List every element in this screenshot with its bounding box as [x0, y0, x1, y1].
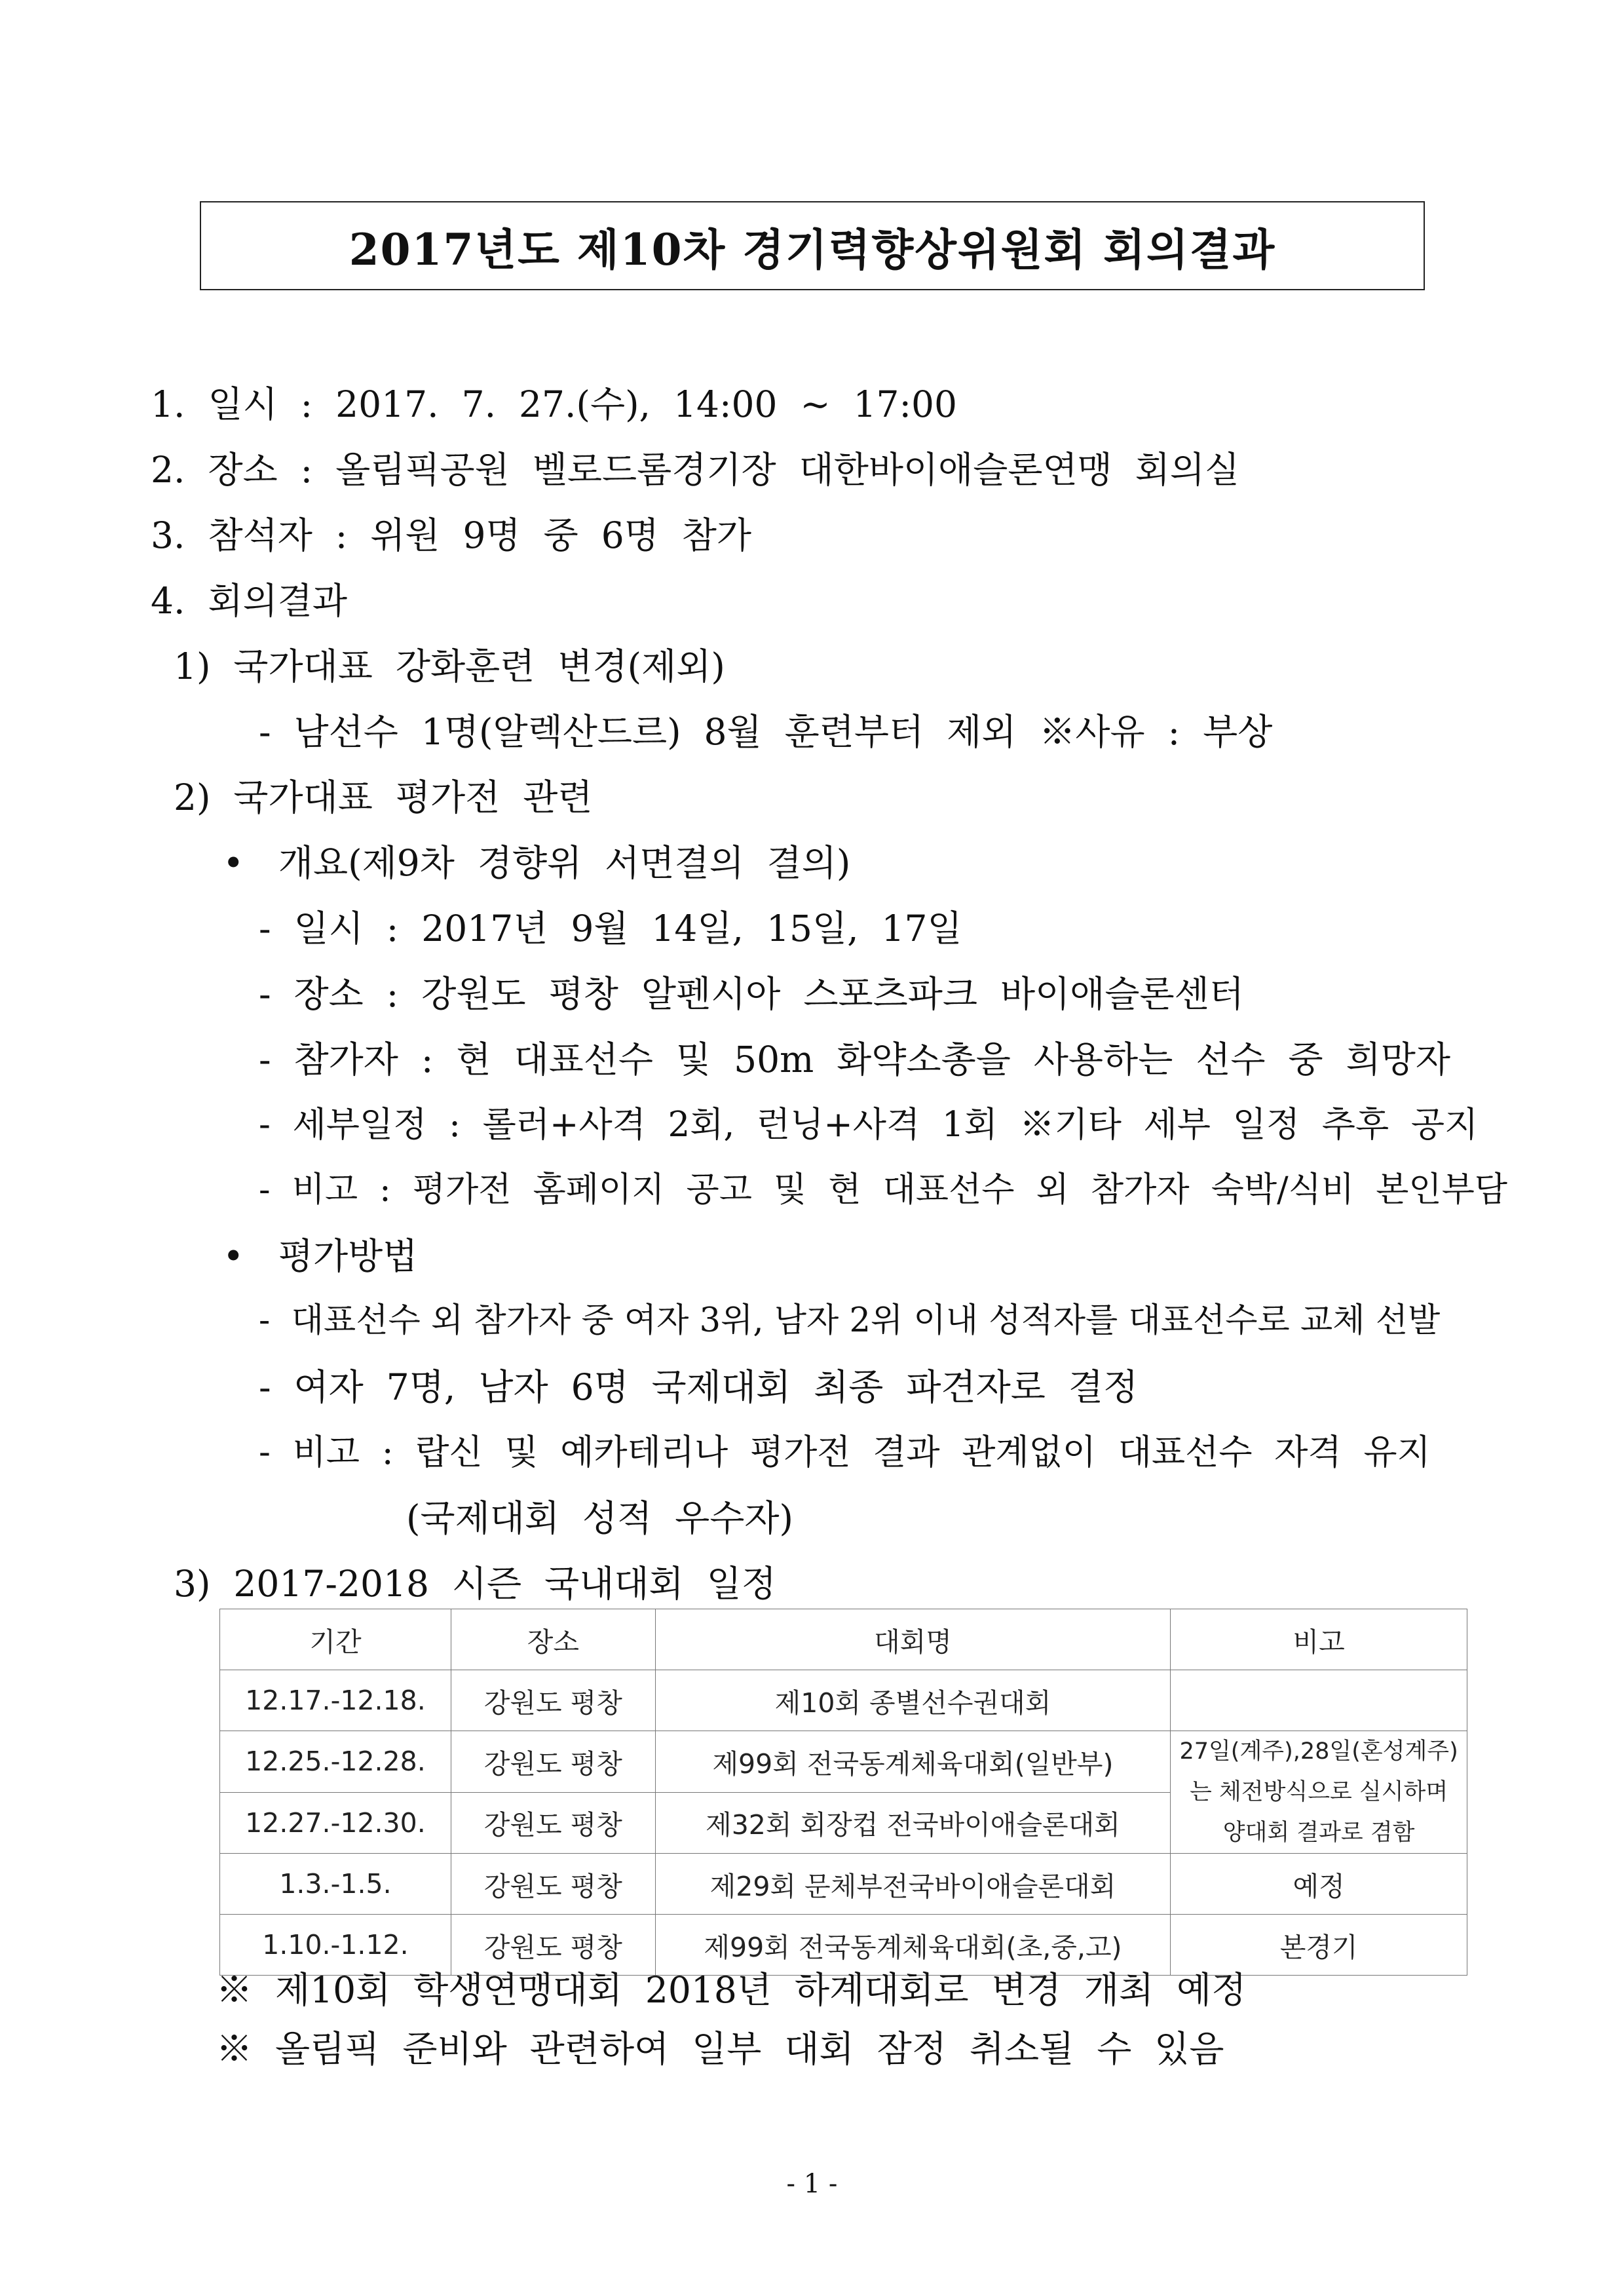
table-row [220, 1915, 1467, 1976]
sub-item-1: 1) 국가대표 강화훈련 변경(제외) [174, 645, 725, 687]
method-selection: - 대표선수 외 참가자 중 여자 3위, 남자 2위 이내 성적자를 대표선수로 교체 선발 [259, 1301, 1441, 1340]
cell-remark [1171, 1670, 1467, 1731]
header-place: 장소 [451, 1609, 655, 1670]
item-date: 1. 일시 : 2017. 7. 27.(수), 14:00 ~ 17:00 [151, 383, 958, 425]
cell-event: 제32회 회장컵 전국바이애슬론대회 [655, 1792, 1170, 1854]
title-box [200, 201, 1425, 290]
table-row [220, 1670, 1467, 1731]
cell-place: 강원도 평창 [451, 1792, 655, 1854]
table-row [220, 1731, 1467, 1793]
overview-place: - 장소 : 강원도 평창 알펜시아 스포츠파크 바이애슬론센터 [259, 973, 1244, 1015]
cell-merged-note [1171, 1731, 1467, 1854]
cell-place: 강원도 평창 [451, 1731, 655, 1793]
cell-period: 12.25.-12.28. [220, 1731, 451, 1793]
cell-place: 강원도 평창 [451, 1670, 655, 1731]
cell-place: 강원도 평창 [451, 1854, 655, 1915]
item-attendees: 3. 참석자 : 위원 9명 중 6명 참가 [151, 514, 752, 556]
footnote-1: ※ 제10회 학생연맹대회 2018년 하계대회로 변경 개최 예정 [216, 1969, 1247, 2011]
cell-remark: 예정 [1171, 1854, 1467, 1915]
header-period: 기간 [220, 1609, 451, 1670]
cell-place: 강원도 평창 [451, 1915, 655, 1976]
sub-item-3: 3) 2017-2018 시즌 국내대회 일정 [174, 1563, 776, 1605]
item-results: 4. 회의결과 [151, 580, 347, 622]
note-line: 는 체전방식으로 실시하며 [1190, 1779, 1448, 1805]
header-event: 대회명 [655, 1609, 1170, 1670]
bullet-overview: • 개요(제9차 경향위 서면결의 결의) [223, 842, 851, 884]
overview-remark: - 비고 : 평가전 홈페이지 공고 및 현 대표선수 외 참가자 숙박/식비 본인부담 [259, 1170, 1508, 1210]
sub-item-2: 2) 국가대표 평가전 관련 [174, 776, 593, 818]
overview-participants: - 참가자 : 현 대표선수 및 50m 화약소총을 사용하는 선수 중 희망자 [259, 1039, 1450, 1081]
cell-period: 1.10.-1.12. [220, 1915, 451, 1976]
method-remark-cont: (국제대회 성적 우수자) [406, 1497, 794, 1539]
cell-event: 제99회 전국동계체육대회(초,중,고) [655, 1915, 1170, 1976]
method-remark: - 비고 : 랍신 및 예카테리나 평가전 결과 관계없이 대표선수 자격 유지 [259, 1432, 1431, 1472]
page-title: 2017년도 제10차 경기력향상위원회 회의결과 [349, 223, 1276, 275]
overview-schedule: - 세부일정 : 롤러+사격 2회, 런닝+사격 1회 ※기타 세부 일정 추후 공지 [259, 1105, 1479, 1145]
footnote-2: ※ 올림픽 준비와 관련하여 일부 대회 잠정 취소될 수 있음 [216, 2028, 1224, 2070]
cell-period: 12.27.-12.30. [220, 1792, 451, 1854]
header-remark: 비고 [1171, 1609, 1467, 1670]
cell-event: 제99회 전국동계체육대회(일반부) [655, 1731, 1170, 1793]
item-place: 2. 장소 : 올림픽공원 벨로드롬경기장 대한바이애슬론연맹 회의실 [151, 449, 1240, 491]
overview-date: - 일시 : 2017년 9월 14일, 15일, 17일 [259, 908, 962, 949]
note-line: 27일(계주),28일(혼성계주) [1179, 1738, 1458, 1765]
cell-event: 제10회 종별선수권대회 [655, 1670, 1170, 1731]
schedule-table [219, 1609, 1467, 1976]
sub-item-1-detail: - 남선수 1명(알렉산드르) 8월 훈련부터 제외 ※사유 : 부상 [259, 711, 1273, 753]
table-row [220, 1854, 1467, 1915]
cell-remark: 본경기 [1171, 1915, 1467, 1976]
table-header-row [220, 1609, 1467, 1670]
method-final: - 여자 7명, 남자 6명 국제대회 최종 파견자로 결정 [259, 1366, 1139, 1408]
cell-period: 1.3.-1.5. [220, 1854, 451, 1915]
cell-event: 제29회 문체부전국바이애슬론대회 [655, 1854, 1170, 1915]
cell-period: 12.17.-12.18. [220, 1670, 451, 1731]
page-number: - 1 - [786, 2169, 838, 2199]
note-line: 양대회 결과로 겸함 [1222, 1820, 1415, 1846]
bullet-method: • 평가방법 [223, 1235, 418, 1277]
